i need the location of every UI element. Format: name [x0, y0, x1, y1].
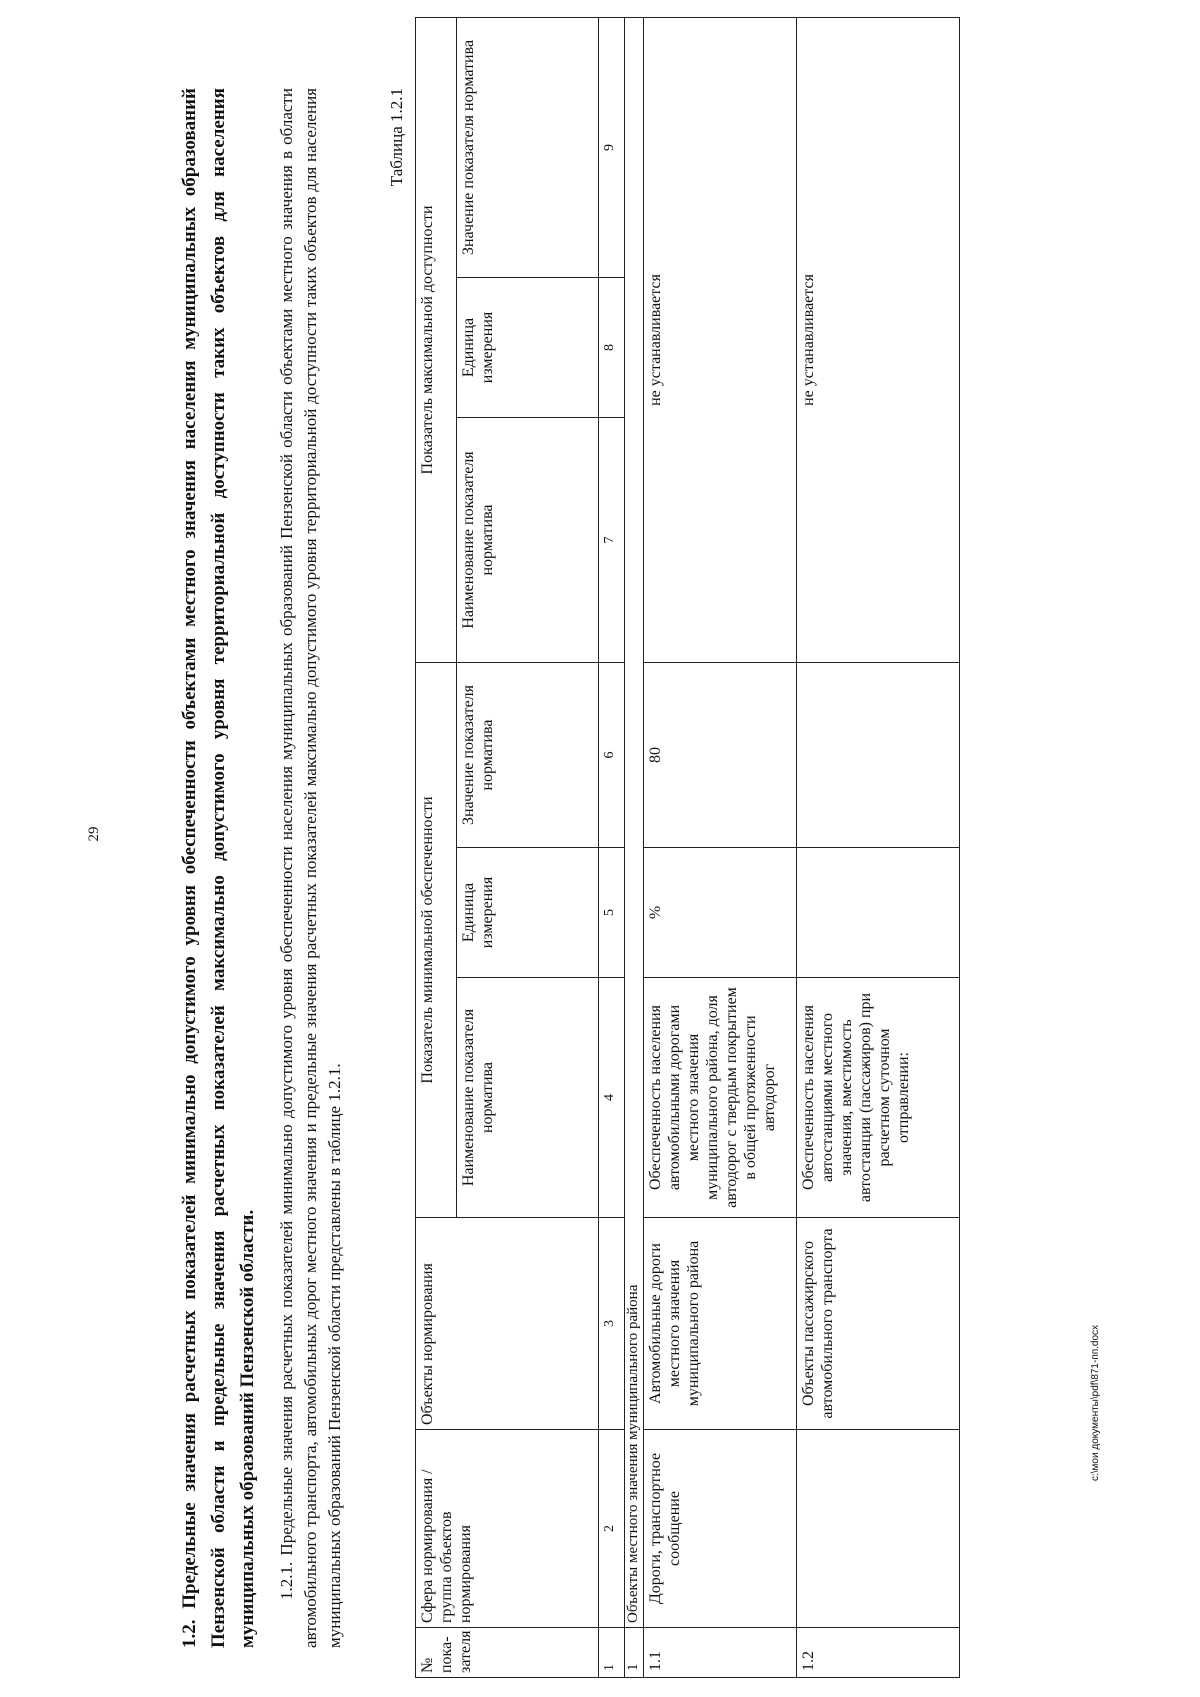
intro-paragraph: 1.2.1. Предельные значения расчетных показателей минимально допустимого уровня обеспеченности населения муниципальных образований Пензенской области объектами местного значения в области автомобильного транспорта, автомобильных дорог местного значения и предельные значения расчетных показателей максимально допустимого уровня территориальной доступности таких объектов для населения муниципальных образований Пензенской области представлены в таблице 1.2.1.: [277, 88, 344, 1648]
header-min-unit: Единица измерения: [457, 848, 599, 978]
row-number: 1.1: [644, 1628, 797, 1678]
section-number: 1: [625, 1628, 644, 1678]
row-min-value: 80: [644, 662, 797, 847]
column-number: 4: [599, 978, 625, 1218]
rotated-page-content: [175, 18, 965, 1678]
row-min-value: [796, 662, 959, 847]
header-indicator-number: № пока-зателя: [416, 1628, 599, 1678]
header-min-provision: Показатель минимальной обеспеченности: [416, 662, 457, 1217]
table-caption: Таблица 1.2.1: [387, 88, 406, 187]
header-max-name: Наименование показателя норматива: [457, 417, 599, 662]
column-number: 2: [599, 1430, 625, 1628]
header-min-name: Наименование показателя норматива: [457, 978, 599, 1218]
row-min-name: Обеспеченность населения автостанциями местного значения, вместимость автостанции (пассажиров) при расчетном суточном отправлении:: [796, 978, 959, 1218]
column-number: 8: [599, 277, 625, 417]
table-row: [644, 17, 797, 1677]
header-sphere: Сфера нормирования / группа объектов нормирования: [416, 1430, 599, 1628]
row-max-text: не устанавливается: [796, 17, 959, 662]
column-number: 3: [599, 1218, 625, 1430]
header-max-unit: Единица измерения: [457, 277, 599, 417]
table-header-row: [416, 17, 457, 1677]
norms-table: [415, 17, 960, 1678]
column-number-row: [599, 17, 625, 1677]
column-number: 9: [599, 17, 625, 277]
row-object: Автомобильные дороги местного значения муниципального района: [644, 1218, 797, 1430]
row-object: Объекты пассажирского автомобильного транспорта: [796, 1218, 959, 1430]
row-sphere: Дороги, транспортное сообщение: [644, 1430, 797, 1628]
column-number: 5: [599, 848, 625, 978]
section-row: [625, 17, 644, 1677]
file-path-footer: c:\мои документы\pdf\871-пп.docx: [1090, 1324, 1101, 1481]
page-number: 29: [86, 826, 102, 842]
column-number: 6: [599, 662, 625, 847]
header-max-value: Значение показателя норматива: [457, 17, 599, 277]
row-min-name: Обеспеченность населения автомобильными дорогами местного значения муниципального района, доля автодорог с твердым покрытием в общей протяженности автодорог: [644, 978, 797, 1218]
header-min-value: Значение показателя норматива: [457, 662, 599, 847]
header-max-accessibility: Показатель максимальной доступности: [416, 17, 457, 662]
table-row: [796, 17, 959, 1677]
row-number: 1.2: [796, 1628, 959, 1678]
header-objects: Объекты нормирования: [416, 1218, 599, 1430]
row-sphere: [796, 1430, 959, 1628]
column-number: 1: [599, 1628, 625, 1678]
section-title: Объекты местного значения муниципального района: [625, 17, 644, 1627]
section-heading: 1.2. Предельные значения расчетных показателей минимально допустимого уровня обеспеченности объектами местного значения населения муниципальных образований Пензенской области и предельные значения расчетных показателей максимально допустимого уровня территориальной доступности таких объектов для населения муниципальных образований Пензенской области.: [179, 88, 258, 1648]
row-max-text: не устанавливается: [644, 17, 797, 662]
row-min-unit: %: [644, 848, 797, 978]
row-min-unit: [796, 848, 959, 978]
column-number: 7: [599, 417, 625, 662]
